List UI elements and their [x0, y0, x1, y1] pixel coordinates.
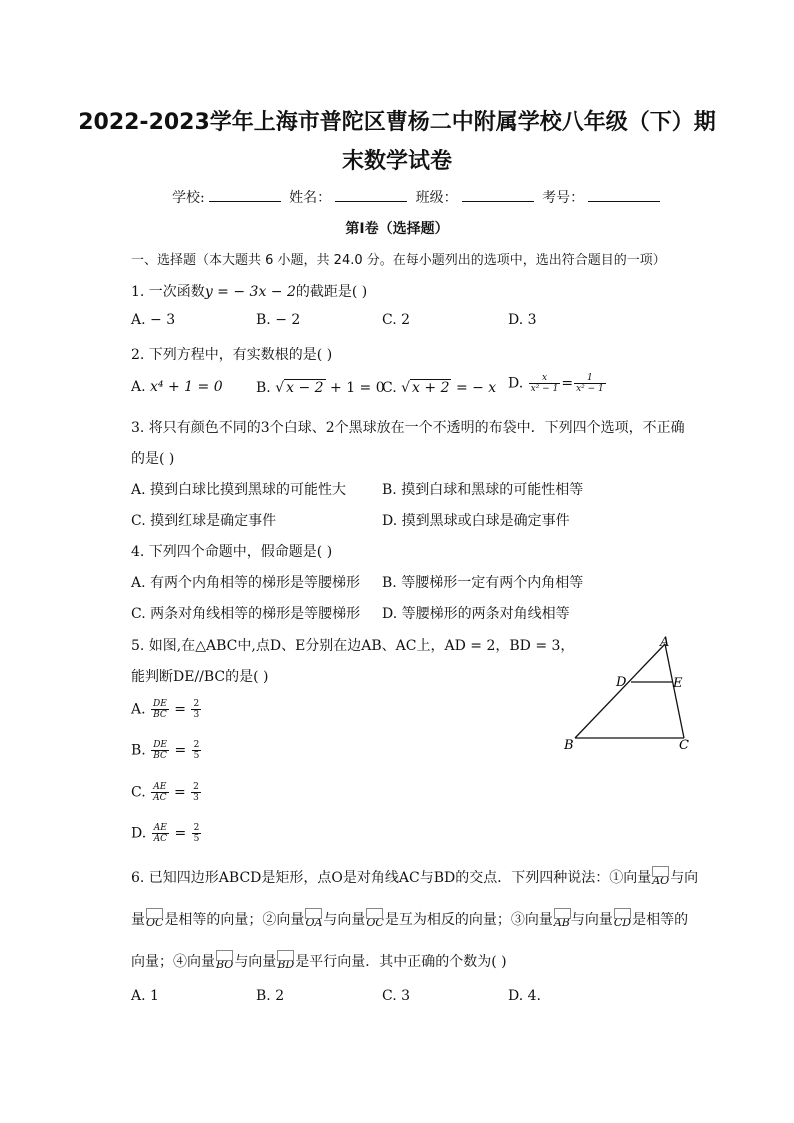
- section-heading: 一、选择题（本大题共 6 小题，共 24.0 分。在每小题列出的选项中，选出符合题目的一项）: [131, 253, 666, 268]
- exam-title-line1: 2022-2023学年上海市普陀区曹杨二中附属学校八年级（下）期: [78, 110, 716, 135]
- q4-stem: 4. 下列四个命题中，假命题是( ): [131, 544, 333, 560]
- q5-d-label: D.: [131, 825, 147, 842]
- q5-d-lhs: [152, 823, 169, 844]
- q6-text-3: 量: [131, 912, 145, 928]
- part1-title: 第I卷（选择题）: [345, 221, 449, 237]
- q6-text-5: 与向量: [323, 912, 366, 928]
- q5-c-val-num: 2: [193, 782, 199, 792]
- q6-text-4: 是相等的向量；②向量: [164, 912, 305, 928]
- q5-c-num: AE: [151, 782, 168, 793]
- q4-option-d: D. 等腰梯形的两条对角线相等: [382, 606, 570, 622]
- school-blank: [209, 189, 281, 202]
- student-info-row: [172, 187, 664, 207]
- q5-a-num: DE: [153, 699, 167, 709]
- class-label: 班级：: [415, 190, 458, 206]
- q5-a-rhs: [191, 699, 201, 720]
- vector-ab: AB: [553, 908, 571, 929]
- q5-a-val-num: 2: [193, 699, 200, 709]
- q2-option-d: [508, 373, 607, 394]
- q4-option-b: B. 等腰梯形一定有两个内角相等: [382, 575, 584, 591]
- label-c: C: [679, 738, 689, 753]
- q6-text-8: 是相等的: [632, 912, 689, 928]
- q6-text-7: 与向量: [570, 912, 613, 928]
- q5-c-lhs: [151, 782, 168, 803]
- q5-b-num: DE: [153, 740, 167, 750]
- q5-a-val-den: 3: [193, 710, 200, 720]
- q2-option-b: B. √ x − 2 + 1 = 0: [256, 380, 385, 396]
- exam-number-label: 考号：: [542, 190, 585, 206]
- q2-b-radicand: x − 2: [286, 380, 324, 396]
- q5-option-c: C. $\frac{AE}{AC}$ = $\frac{2}{3}$: [131, 782, 199, 803]
- q2-d-fraction-left: [529, 373, 561, 394]
- vector-oc: OC: [145, 908, 164, 929]
- q1-option-d: D. 3: [508, 312, 537, 328]
- q5-stem-line1: 5. 如图,在△ABC中,点D、E分别在边AB、AC上，AD = 2，BD = 3，: [131, 638, 575, 654]
- side-ac: [665, 644, 684, 738]
- q5-c-rhs: [191, 782, 201, 803]
- q4-option-c: C. 两条对角线相等的梯形是等腰梯形: [131, 606, 361, 622]
- q5-d-num: AE: [152, 823, 169, 834]
- exam-title-line2: 末数学试卷: [341, 149, 452, 174]
- q6-line2: [131, 908, 688, 929]
- school-label: 学校:: [172, 190, 205, 206]
- class-blank: [462, 189, 534, 202]
- q6-option-b: B. 2: [256, 988, 285, 1004]
- q2-d-fraction-right: [574, 373, 606, 394]
- q2-c-rest: = − x: [455, 380, 497, 396]
- q2-c-radicand: x + 2: [412, 380, 450, 396]
- q6-option-c: C. 3: [382, 988, 411, 1004]
- q5-stem-line2: 能判断DE//BC的是( ): [131, 669, 269, 685]
- q2-option-a: [131, 379, 223, 395]
- q3-stem-line1: 3. 将只有颜色不同的3个白球、2个黑球放在一个不透明的布袋中．下列四个选项，不正确: [131, 420, 685, 436]
- name-label: 姓名：: [289, 190, 332, 206]
- q5-d-val-num: 2: [193, 823, 200, 833]
- q3-option-b: B. 摸到白球和黑球的可能性相等: [382, 482, 584, 498]
- q2-d-num2: 1: [574, 373, 606, 384]
- label-d: D: [616, 675, 627, 690]
- q5-option-d: D. $\frac{AE}{AC}$ = $\frac{2}{5}$: [131, 823, 200, 844]
- q6-line3: [131, 950, 507, 971]
- q1-option-b: B. − 2: [256, 312, 301, 328]
- q2-a-label: A.: [131, 379, 146, 395]
- vector-bd: BD: [276, 950, 295, 971]
- q5-b-lhs: [151, 740, 169, 761]
- q5-d-den: AC: [153, 834, 168, 844]
- name-blank: [335, 189, 407, 202]
- vector-cd: CD: [613, 908, 632, 929]
- q2-d-equals: =: [561, 375, 574, 392]
- vector-oc-2: OC: [365, 908, 384, 929]
- q1-option-c: C. 2: [382, 312, 411, 328]
- q3-option-c: C. 摸到红球是确定事件: [131, 513, 277, 529]
- q2-d-den2: x² − 1: [576, 384, 604, 394]
- q5-c-label: C.: [131, 784, 146, 801]
- q2-d-num1: x: [529, 373, 561, 384]
- label-a: A: [660, 635, 670, 650]
- q5-a-label: A.: [131, 701, 146, 718]
- q2-d-den1: x² − 1: [530, 384, 559, 394]
- label-e: E: [673, 676, 683, 691]
- q5-c-den: AC: [153, 793, 167, 803]
- q5-c-val-den: 3: [193, 793, 199, 803]
- q2-stem: 2. 下列方程中，有实数根的是( ): [131, 347, 333, 363]
- q1-option-a: A. − 3: [131, 312, 176, 328]
- q5-b-val-num: 2: [193, 740, 200, 750]
- q3-option-d: D. 摸到黑球或白球是确定事件: [382, 513, 570, 529]
- q5-b-label: B.: [131, 742, 146, 759]
- side-ab: [575, 644, 665, 738]
- q6-text-9: 向量；④向量: [131, 954, 215, 970]
- q5-a-den: BC: [153, 710, 167, 720]
- q2-b-label: B.: [256, 380, 271, 396]
- triangle-figure: [560, 632, 700, 754]
- q5-a-lhs: [151, 699, 169, 720]
- vector-bo: BO: [215, 950, 234, 971]
- exam-number-blank: [588, 189, 660, 202]
- q5-option-a: A. $\frac{DE}{BC}$ = $\frac{2}{3}$: [131, 699, 200, 720]
- q6-text-11: 是平行向量．其中正确的个数为( ): [295, 954, 507, 970]
- q3-stem-line2: 的是( ): [131, 451, 175, 467]
- q2-option-c: C. √ x + 2 = − x: [382, 380, 497, 396]
- q2-d-label: D.: [508, 375, 524, 392]
- q1-stem-text: 1. 一次函数: [131, 284, 205, 300]
- q5-b-den: BC: [153, 751, 167, 761]
- q6-text-10: 与向量: [234, 954, 277, 970]
- vector-oa: OA: [304, 908, 323, 929]
- q5-b-val-den: 5: [193, 751, 200, 761]
- q2-a-math: x⁴ + 1 = 0: [150, 379, 223, 395]
- q1-stem-tail: 的截距是( ): [295, 284, 368, 300]
- q3-option-a: A. 摸到白球比摸到黑球的可能性大: [131, 482, 347, 498]
- q2-c-label: C.: [382, 380, 397, 396]
- q5-b-rhs: [192, 740, 202, 761]
- q5-d-rhs: [192, 823, 202, 844]
- label-b: B: [564, 738, 574, 753]
- q6-text-6: 是互为相反的向量；③向量: [384, 912, 553, 928]
- q2-b-rest: + 1 = 0: [330, 380, 385, 396]
- q5-d-val-den: 5: [193, 834, 200, 844]
- q1-stem: [131, 281, 367, 301]
- q5-option-b: B. $\frac{DE}{BC}$ = $\frac{2}{5}$: [131, 740, 200, 761]
- q6-line1: [131, 866, 698, 887]
- q4-option-a: A. 有两个内角相等的梯形是等腰梯形: [131, 575, 361, 591]
- q6-option-a: A. 1: [131, 988, 159, 1004]
- q6-option-d: D. 4.: [508, 988, 541, 1004]
- q6-text-2: 与向: [670, 870, 699, 886]
- vector-ao: AO: [651, 866, 670, 887]
- q1-stem-math: y = − 3x − 2: [204, 284, 296, 300]
- q6-text-1: 6. 已知四边形ABCD是矩形，点O是对角线AC与BD的交点．下列四种说法：①向量: [131, 870, 652, 886]
